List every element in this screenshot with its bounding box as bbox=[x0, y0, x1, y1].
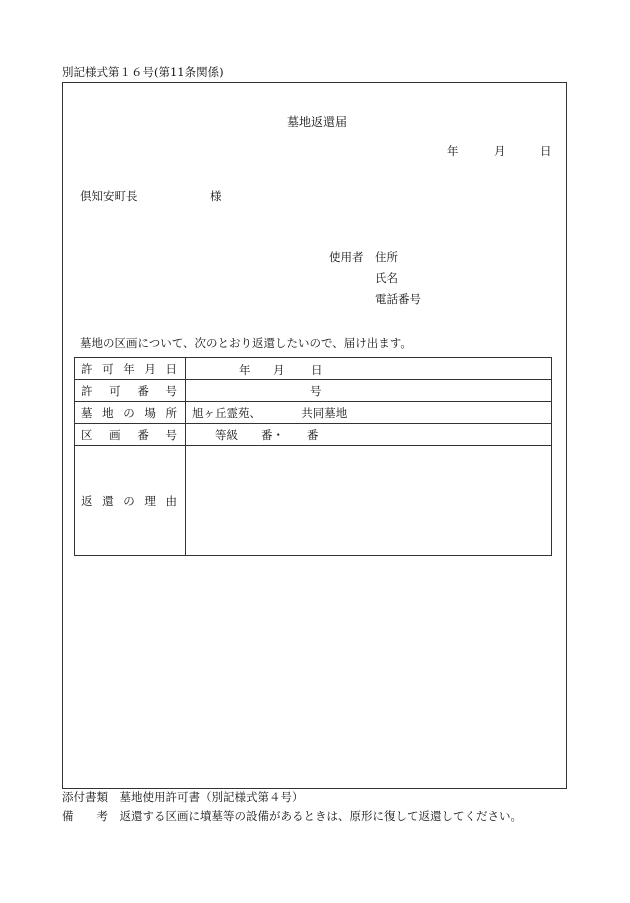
label-char: 可 bbox=[109, 383, 121, 398]
permit-date-month: 月 bbox=[273, 363, 285, 377]
label-char: 還 bbox=[102, 493, 114, 508]
table-row bbox=[75, 424, 552, 446]
label-char: 月 bbox=[144, 361, 156, 376]
label-char: 地 bbox=[102, 405, 114, 420]
label-char: 返 bbox=[81, 493, 93, 508]
label-char: 理 bbox=[144, 493, 156, 508]
return-form-table bbox=[74, 357, 552, 556]
label-char: 区 bbox=[81, 427, 93, 442]
applicant-label: 使用者 bbox=[329, 250, 364, 264]
label-char: 許 bbox=[81, 383, 93, 398]
label-char: 場 bbox=[144, 405, 156, 420]
table-row bbox=[75, 402, 552, 424]
permit-number-value[interactable] bbox=[186, 380, 552, 402]
label-char: 番 bbox=[137, 427, 149, 442]
label-char: の bbox=[123, 493, 135, 508]
form-title: 墓地返還届 bbox=[287, 115, 348, 129]
return-reason-value[interactable] bbox=[186, 446, 552, 556]
table-row bbox=[75, 380, 552, 402]
label-char: 日 bbox=[165, 361, 177, 376]
applicant-phone-label: 電話番号 bbox=[375, 292, 421, 306]
permit-number-suffix: 号 bbox=[310, 383, 322, 398]
label-char: 番 bbox=[137, 383, 149, 398]
table-row bbox=[75, 358, 552, 380]
date-day-label: 日 bbox=[540, 144, 552, 158]
permit-number-label bbox=[75, 380, 186, 402]
label-char: 許 bbox=[81, 361, 93, 376]
label-char: 所 bbox=[165, 405, 177, 420]
permit-date-label bbox=[75, 358, 186, 380]
label-char: 可 bbox=[102, 361, 114, 376]
date-year-label: 年 bbox=[447, 144, 459, 158]
label-char: 墓 bbox=[81, 405, 93, 420]
permit-date-year: 年 bbox=[239, 363, 251, 377]
date-month-label: 月 bbox=[494, 144, 506, 158]
permit-date-value[interactable] bbox=[186, 358, 552, 380]
label-char: 号 bbox=[165, 383, 177, 398]
applicant-address-label: 住所 bbox=[375, 250, 398, 264]
label-char: 年 bbox=[123, 361, 135, 376]
attachments-note: 添付書類 墓地使用許可書（別記様式第４号） bbox=[62, 790, 304, 804]
honorific: 様 bbox=[210, 189, 222, 203]
label-char: 画 bbox=[109, 427, 121, 442]
table-row bbox=[75, 446, 552, 556]
plot-number-label bbox=[75, 424, 186, 446]
cemetery-location-label bbox=[75, 402, 186, 424]
form-number: 別記様式第１６号(第11条関係) bbox=[62, 65, 224, 79]
applicant-name-label: 氏名 bbox=[375, 271, 398, 285]
label-char: の bbox=[123, 405, 135, 420]
return-reason-label bbox=[75, 446, 186, 556]
plot-number-value[interactable]: 等級 番・ 番 bbox=[186, 424, 552, 446]
label-char: 由 bbox=[165, 493, 177, 508]
intro-text: 墓地の区画について、次のとおり返還したいので、届け出ます。 bbox=[80, 336, 412, 350]
addressee: 倶知安町長 bbox=[80, 189, 138, 203]
cemetery-location-value[interactable]: 旭ヶ丘霊苑、 共同墓地 bbox=[186, 402, 552, 424]
label-char: 号 bbox=[165, 427, 177, 442]
remarks-note: 備 考 返還する区画に墳墓等の設備があるときは、原形に復して返還してください。 bbox=[62, 809, 522, 823]
permit-date-day: 日 bbox=[311, 363, 323, 377]
